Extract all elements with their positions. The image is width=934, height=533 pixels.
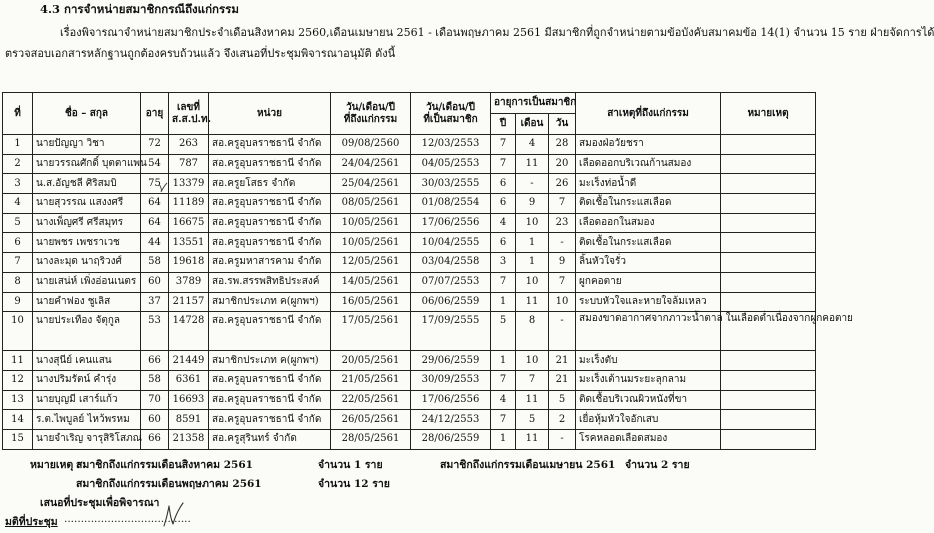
member-id: 19618 [169,253,209,273]
membership-years: 3 [491,253,516,273]
member-age: 64 [141,194,169,214]
member-name: นางปริมรัตน์ คำรุ่ง [33,370,141,390]
membership-days: 23 [549,213,576,233]
membership-years: 7 [491,410,516,430]
join-date: 03/04/2558 [411,253,491,273]
footer-summary-1: สมาชิกถึงแก่กรรมเดือนสิงหาคม 2561 [76,459,253,471]
join-date: 17/06/2556 [411,390,491,410]
footer-summary-3: สมาชิกถึงแก่กรรมเดือนเมษายน 2561 [440,459,616,471]
membership-years: 7 [491,154,516,174]
member-id: 21449 [169,351,209,371]
table-row [3,312,816,351]
table-row [3,233,816,253]
membership-days: - [549,429,576,449]
member-id: 3789 [169,272,209,292]
table-row [3,135,816,155]
member-unit: สอ.ครูอุบลราชธานี จำกัด [209,312,331,351]
death-date: 14/05/2561 [331,272,411,292]
footer-summary-1-count: จำนวน 1 ราย [318,459,383,471]
header-months: เดือน [516,114,549,135]
death-cause: ติดเชื้อในกระแสเลือด [576,233,721,253]
header-number: ที่ [3,93,33,135]
membership-days: 7 [549,194,576,214]
deceased-members-table [2,92,853,450]
member-id: 16693 [169,390,209,410]
table-row [3,213,816,233]
death-date: 16/05/2561 [331,292,411,312]
row-number: 12 [3,370,33,390]
membership-years: 6 [491,233,516,253]
member-name: นายบุญมี เสาร์แก้ว [33,390,141,410]
table-header-row [3,93,816,114]
death-date: 21/05/2561 [331,370,411,390]
death-date: 25/04/2561 [331,174,411,194]
membership-years: 5 [491,312,516,351]
remark-cell [721,390,816,410]
member-age: 66 [141,429,169,449]
join-date: 17/06/2556 [411,213,491,233]
remark-cell [721,174,816,194]
membership-months: 8 [516,312,549,351]
join-date: 12/03/2553 [411,135,491,155]
member-unit: สอ.ครูอุบลราชธานี จำกัด [209,410,331,430]
header-death-date-line-2: ที่ถึงแก่กรรม [343,113,398,125]
member-id: 11189 [169,194,209,214]
join-date: 28/06/2559 [411,429,491,449]
join-date: 04/05/2553 [411,154,491,174]
member-age: 72 [141,135,169,155]
footer-summary-2-count: จำนวน 12 ราย [318,478,390,490]
membership-days: 2 [549,410,576,430]
death-date: 26/05/2561 [331,410,411,430]
membership-months: 5 [516,410,549,430]
member-unit: สมาชิกประเภท ค(ผูกพฯ) [209,292,331,312]
member-id: 13379 [169,174,209,194]
remark-cell [721,233,816,253]
membership-days: 26 [549,174,576,194]
death-cause: โรคหลอดเลือดสมอง [576,429,721,449]
membership-years: 4 [491,390,516,410]
death-cause: ติดเชื้อในกระแสเลือด [576,194,721,214]
member-id: 14728 [169,312,209,351]
remark-cell [721,370,816,390]
join-date: 17/09/2555 [411,312,491,351]
footer-note-label: หมายเหตุ : [30,459,81,471]
header-years: ปี [491,114,516,135]
membership-months: - [516,174,549,194]
table-row [3,351,816,371]
member-name: นายปัญญา วิชา [33,135,141,155]
member-age: 53 [141,312,169,351]
membership-years: 1 [491,429,516,449]
table-row [3,429,816,449]
death-cause: สมองขาดอากาศจากภาวะน้ำตาล ในเลือดต่ำเนื่องจากผูกคอตาย [576,312,721,351]
header-join-date-line-2: ที่เป็นสมาชิก [423,113,478,125]
member-unit: สอ.ครูอุบลราชธานี จำกัด [209,370,331,390]
member-age: 54 [141,154,169,174]
death-date: 09/08/2560 [331,135,411,155]
death-date: 10/05/2561 [331,233,411,253]
remark-cell [721,253,816,273]
join-date: 10/04/2555 [411,233,491,253]
death-date: 12/05/2561 [331,253,411,273]
membership-days: 20 [549,154,576,174]
row-number: 4 [3,194,33,214]
intro-paragraph-line-2: ตรวจสอบเอกสารหลักฐานถูกต้องครบถ้วนแล้ว จึงเสนอที่ประชุมพิจารณาอนุมัติ ดังนี้ [5,47,396,60]
membership-days: 10 [549,292,576,312]
death-cause: มะเร็งตับ [576,351,721,371]
join-date: 06/06/2559 [411,292,491,312]
membership-years: 6 [491,174,516,194]
header-join-date-line-1: วัน/เดือน/ปี [426,101,475,113]
member-age: 60 [141,410,169,430]
section-title: 4.3 การจำหน่ายสมาชิกกรณีถึงแก่กรรม [40,2,239,16]
remark-cell [721,351,816,371]
membership-years: 1 [491,292,516,312]
member-age: 66 [141,351,169,371]
footer-resolution-blank: ...................................... [64,513,191,525]
member-unit: สมาชิกประเภท ค(ผูกพฯ) [209,351,331,371]
member-unit: สอ.ครูสุรินทร์ จำกัด [209,429,331,449]
membership-months: 11 [516,390,549,410]
member-age: 64 [141,213,169,233]
footer-proposal: เสนอที่ประชุมเพื่อพิจารณา [40,497,160,509]
death-cause: มะเร็งเต้านมระยะลุกลาม [576,370,721,390]
membership-years: 4 [491,213,516,233]
member-name: นายสุวรรณ แสงงศรี [33,194,141,214]
death-cause: เลือดออกบริเวณก้านสมอง [576,154,721,174]
member-name: นางเพ็ญศรี ศรีสมุทร [33,213,141,233]
table-row [3,174,816,194]
header-days: วัน [549,114,576,135]
remark-cell [721,429,816,449]
header-remark: หมายเหตุ [721,93,816,135]
table-row [3,370,816,390]
header-name: ชื่อ – สกุล [33,93,141,135]
join-date: 30/03/2555 [411,174,491,194]
join-date: 30/09/2553 [411,370,491,390]
row-number: 7 [3,253,33,273]
membership-months: 7 [516,370,549,390]
member-age: 60 [141,272,169,292]
member-name: นายจำเริญ จารุสิริโสภณ [33,429,141,449]
member-id: 787 [169,154,209,174]
join-date: 01/08/2554 [411,194,491,214]
row-number: 5 [3,213,33,233]
membership-months: 1 [516,233,549,253]
membership-years: 6 [491,194,516,214]
death-cause: มะเร็งท่อน้ำดี [576,174,721,194]
death-date: 08/05/2561 [331,194,411,214]
member-name: น.ส.อัญชลี ศิริสมบิ [33,174,141,194]
join-date: 07/07/2553 [411,272,491,292]
header-membership-duration: อายุการเป็นสมาชิก [491,93,576,114]
footer-summary-3-count: จำนวน 2 ราย [625,459,690,471]
member-name: นายคำฟอง ชูเลิส [33,292,141,312]
header-member-id [169,93,212,135]
membership-days: - [549,233,576,253]
header-death-date-line-1: วัน/เดือน/ปี [346,101,395,113]
header-cause: สาเหตุที่ถึงแก่กรรม [576,93,721,135]
member-age: 37 [141,292,169,312]
member-id: 21358 [169,429,209,449]
member-unit: สอ.ครูอุบลราชธานี จำกัด [209,194,331,214]
member-name: ร.ต.ไพบูลย์ ไหว้พรหม [33,410,141,430]
member-name: นายวรรณศักดิ์ บุตตาแพน [33,154,141,174]
death-date: 22/05/2561 [331,390,411,410]
footer-resolution-label: มติที่ประชุม [5,516,58,528]
membership-months: 10 [516,213,549,233]
member-unit: สอ.ครูอุบลราชธานี จำกัด [209,233,331,253]
death-date: 17/05/2561 [331,312,411,351]
member-id: 8591 [169,410,209,430]
death-cause: เลือดออกในสมอง [576,213,721,233]
member-age: 70 [141,390,169,410]
membership-days: 28 [549,135,576,155]
member-name: นางละมุด นาฤริวงศ์ [33,253,141,273]
membership-years: 7 [491,272,516,292]
death-cause: สมองฝ่อวัยชรา [576,135,721,155]
member-unit: สอ.ครูอุบลราชธานี จำกัด [209,213,331,233]
header-join-date [411,93,491,135]
membership-months: 11 [516,429,549,449]
member-unit: สอ.ครูอุบลราชธานี จำกัด [209,390,331,410]
member-id: 6361 [169,370,209,390]
member-id: 13551 [169,233,209,253]
remark-cell [721,272,816,292]
membership-years: 1 [491,351,516,371]
membership-days: 9 [549,253,576,273]
row-number: 11 [3,351,33,371]
table-row [3,292,816,312]
member-id: 16675 [169,213,209,233]
remark-cell [721,194,816,214]
membership-months: 1 [516,253,549,273]
death-date: 10/05/2561 [331,213,411,233]
remark-cell [721,292,816,312]
member-age: 58 [141,370,169,390]
row-number: 3 [3,174,33,194]
remark-cell [721,135,816,155]
member-name: นางสุนีย์ เคนแสน [33,351,141,371]
table-row [3,390,816,410]
member-unit: สอ.ครูมหาสารคาม จำกัด [209,253,331,273]
membership-months: 10 [516,272,549,292]
death-date: 28/05/2561 [331,429,411,449]
membership-days: 5 [549,390,576,410]
death-cause: ผูกคอตาย [576,272,721,292]
row-number: 9 [3,292,33,312]
death-cause: เยื่อหุ้มหัวใจอักเสบ [576,410,721,430]
table-row [3,410,816,430]
member-name: นายประเทือง จัตุกูล [33,312,141,351]
death-date: 24/04/2561 [331,154,411,174]
membership-days: 7 [549,272,576,292]
member-unit: สอ.ครูยโสธร จำกัด [209,174,331,194]
row-number: 10 [3,312,33,351]
member-id: 263 [169,135,209,155]
join-date: 29/06/2559 [411,351,491,371]
header-death-date [331,93,411,135]
member-unit: สอ.ครูอุบลราชธานี จำกัด [209,154,331,174]
row-number: 15 [3,429,33,449]
intro-paragraph-line-1: เรื่องพิจารณาจำหน่ายสมาชิกประจำเดือนสิงหาคม 2560,เดือนเมษายน 2561 - เดือนพฤษภาคม 2561 มีสมาชิกที่ถูกจำหน่ายตามข้อบังคับสมาคมข้อ 14(1) จำนวน 15 ราย ฝ่ายจัดการได้ [60,26,934,39]
membership-days: 21 [549,370,576,390]
table-body [3,135,853,450]
remark-cell [721,154,816,174]
table-row [3,154,816,174]
member-unit: สอ.ครูอุบลราชธานี จำกัด [209,135,331,155]
row-number: 13 [3,390,33,410]
row-number: 6 [3,233,33,253]
membership-years: 7 [491,370,516,390]
death-cause: ติดเชื้อบริเวณผิวหนังที่ขา [576,390,721,410]
membership-months: 10 [516,351,549,371]
member-name: นายพชร เพชราเวช [33,233,141,253]
membership-months: 4 [516,135,549,155]
death-date: 20/05/2561 [331,351,411,371]
row-number: 1 [3,135,33,155]
death-cause: ระบบหัวใจและหายใจล้มเหลว [576,292,721,312]
table-row [3,194,816,214]
handwritten-scribble [160,500,186,530]
member-unit: สอ.รพ.สรรพสิทธิประสงค์ [209,272,331,292]
join-date: 24/12/2553 [411,410,491,430]
remark-cell [721,410,816,430]
membership-months: 11 [516,292,549,312]
membership-days: - [549,312,576,351]
membership-years: 7 [491,135,516,155]
member-age: 58 [141,253,169,273]
table-row [3,253,816,273]
header-age: อายุ [141,93,169,135]
death-cause: ลิ้นหัวใจรั่ว [576,253,721,273]
row-number: 8 [3,272,33,292]
member-age: 75 [141,174,169,194]
row-number: 14 [3,410,33,430]
handwritten-tick-mark [158,181,168,193]
row-number: 2 [3,154,33,174]
member-name: นายเสน่ห์ เพิ่งอ่อนเนตร [33,272,141,292]
membership-months: 9 [516,194,549,214]
membership-days: 21 [549,351,576,371]
table-row [3,272,816,292]
header-member-id-line-1: เลขที่ [177,101,200,113]
member-id: 21157 [169,292,209,312]
header-member-id-line-2: ส.ส.ป.ท. [172,113,212,125]
header-unit: หน่วย [209,93,331,135]
member-age: 44 [141,233,169,253]
footer-summary-2: สมาชิกถึงแก่กรรมเดือนพฤษภาคม 2561 [76,478,262,490]
remark-cell [721,213,816,233]
membership-months: 11 [516,154,549,174]
